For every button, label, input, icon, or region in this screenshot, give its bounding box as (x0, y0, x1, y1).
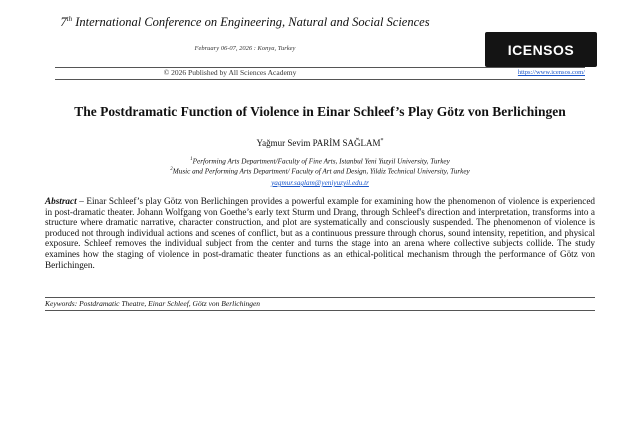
abstract-label: Abstract (45, 196, 77, 206)
keywords-top-rule (45, 297, 595, 298)
author-marker: * (380, 138, 384, 144)
author-email-link[interactable]: yagmur.saglam@yeniyuzyil.edu.tr (271, 179, 369, 187)
icensos-logo: ICENSOS (485, 32, 597, 67)
paper-title: The Postdramatic Function of Violence in Einar Schleef’s Play Götz von Berlichingen (74, 104, 566, 119)
affiliation-2-text: Music and Performing Arts Department/ Faculty of Art and Design, Yildiz Technical University, Turkey (172, 167, 470, 176)
affiliation-1-text: Performing Arts Department/Faculty of Fine Arts, Istanbul Yeni Yuzyil University, Turkey (192, 157, 450, 166)
conference-number: 7 (60, 15, 67, 30)
affiliation-2-marker: 2 (170, 167, 173, 172)
conference-title-text: International Conference on Engineering, Natural and Social Sciences (75, 15, 430, 30)
conference-url-link[interactable]: https://www.icensos.com/ (517, 69, 585, 76)
conference-dates-location: February 06-07, 2026 : Konya, Turkey (194, 45, 296, 52)
author-line (60, 138, 580, 148)
publisher-line: © 2026 Published by All Sciences Academy (163, 68, 297, 77)
abstract-text: – Einar Schleef’s play Götz von Berlichingen provides a powerful example for examining how the phenomenon of violence is experienced in post-dramatic theater. Johann Wolfgang von Goethe’s early text Sturm und Drang, through Schleef's direction and interpretation, transforms into a structure where dramatic narrative, character construction, and plot are systematically and consciously suspended. The phenomenon of violence is produced not through individual actions and scenes of conflict, but as a continuous pressure through chorus, sound intensity, repetition, and physical exposure. Schleef removes the individual subject from the center and turns the stage into an arena where collective subjects collide. The study examines how the staging of violence in post-dramatic theater functions as an ethical-political mechanism through the performance of Götz von Berlichingen. (45, 196, 595, 270)
author-name: Yağmur Sevim PARİM SAĞLAM (256, 138, 381, 148)
keywords-bottom-rule (45, 310, 595, 311)
header-bottom-rule (55, 79, 585, 80)
conference-title (45, 12, 445, 30)
abstract (45, 196, 595, 270)
keywords: Keywords: Postdramatic Theatre, Einar Schleef, Götz von Berlichingen (45, 299, 261, 308)
affiliation-2 (60, 165, 580, 176)
affiliation-1-marker: 1 (190, 157, 193, 162)
conference-number-suffix: th (66, 15, 73, 23)
